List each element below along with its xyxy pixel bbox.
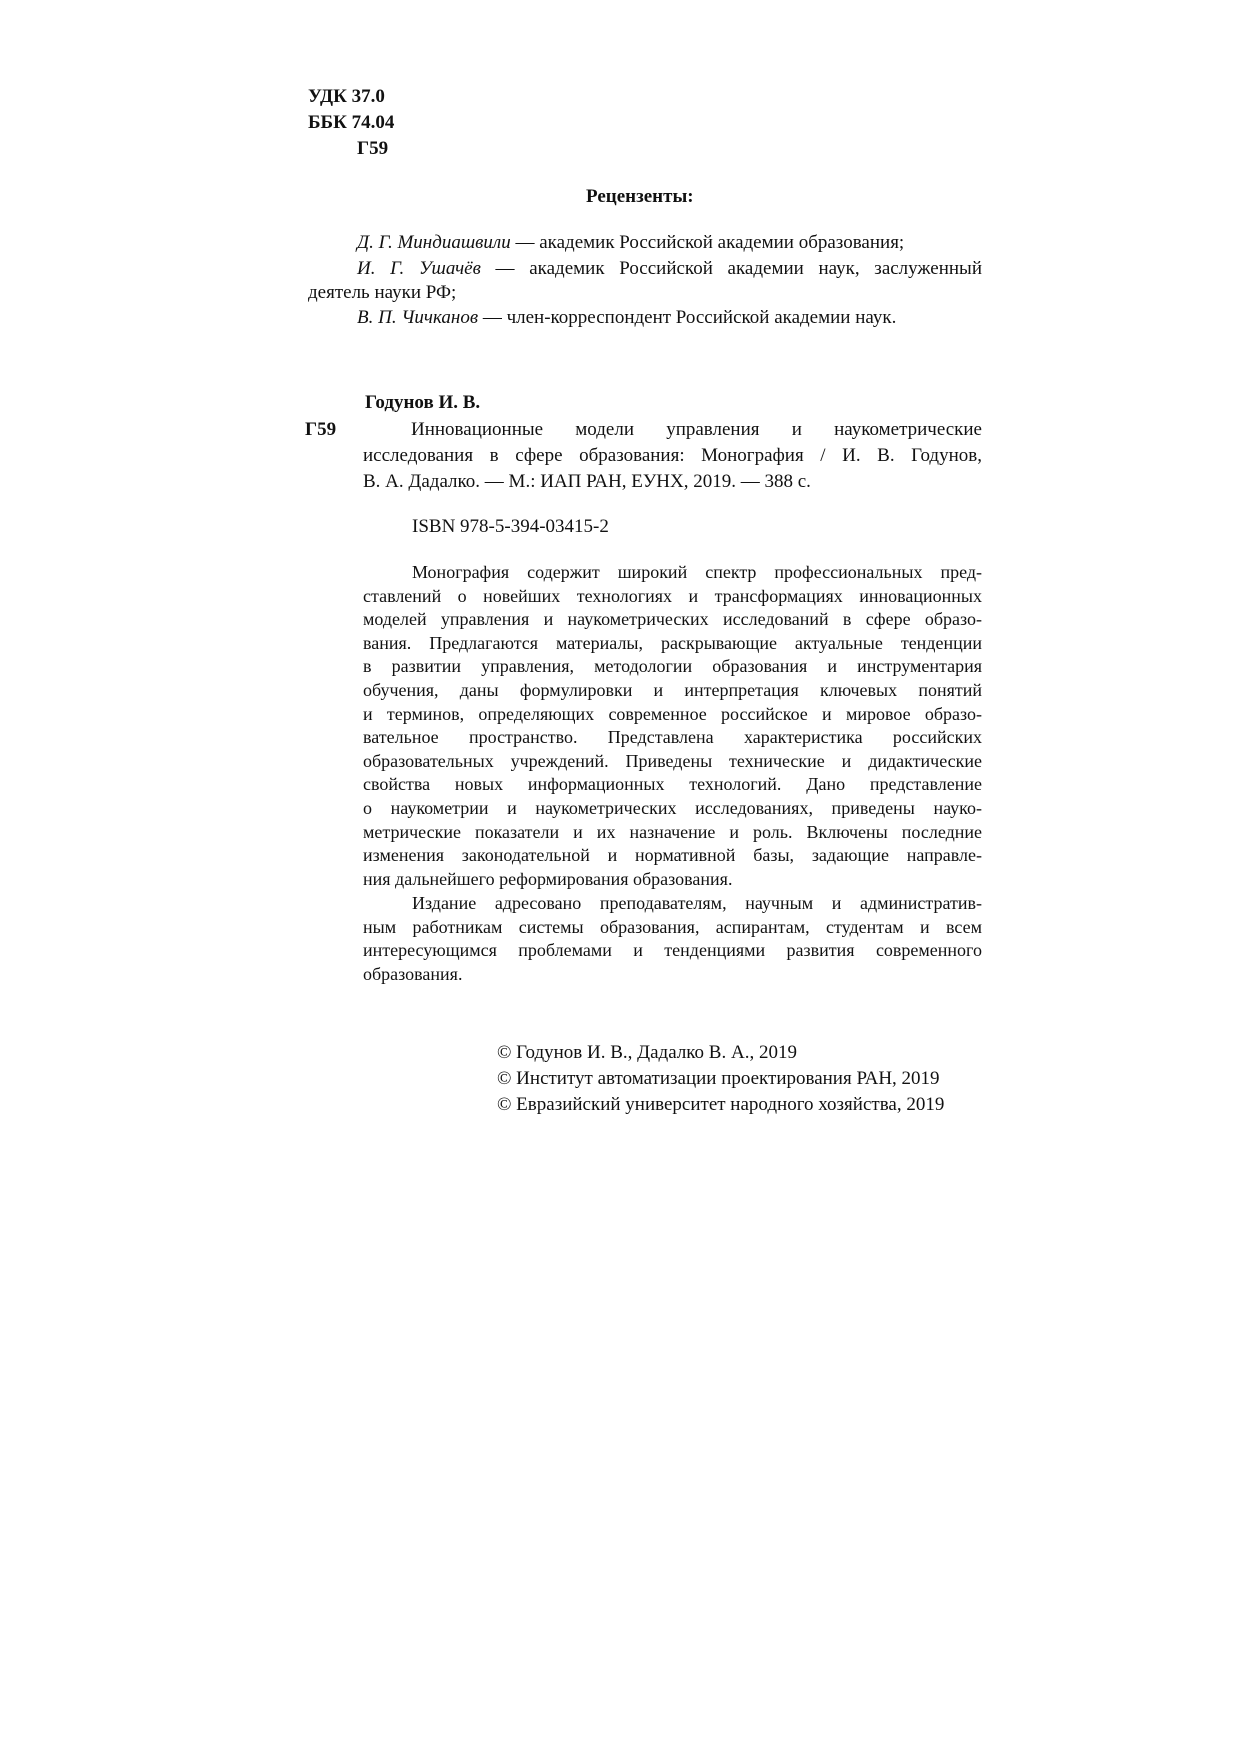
reviewer-2-continuation: деятель науки РФ; xyxy=(308,282,457,303)
annotation-line: вательное пространство. Представлена характеристика российских xyxy=(363,727,982,748)
annotation-line: о наукометрии и наукометрических исследованиях, приведены науко- xyxy=(363,797,982,818)
annotation-line: метрические показатели и их назначение и роль. Включены последние xyxy=(363,821,982,842)
annotation-line: ния дальнейшего реформирования образования. xyxy=(363,868,733,889)
copyright-line-2: © Институт автоматизации проектирования РАН, 2019 xyxy=(497,1068,940,1089)
reviewer-1-dash: — xyxy=(510,232,540,253)
annotation-line: интересующимся проблемами и тенденциями развития современного xyxy=(363,940,982,961)
udk-code: УДК 37.0 xyxy=(308,86,385,107)
record-author-sign: Г59 xyxy=(305,419,337,440)
annotation-line: моделей управления и наукометрических исследований в сфере образо- xyxy=(363,609,982,630)
reviewers-heading: Рецензенты: xyxy=(586,186,694,207)
annotation-line: Монография содержит широкий спектр профессиональных пред- xyxy=(412,562,982,582)
annotation-paragraph-1 xyxy=(363,561,982,891)
annotation-line: Издание адресовано преподавателям, научным и административ- xyxy=(412,893,982,913)
reviewer-3-dash: — xyxy=(478,307,507,328)
record-author: Годунов И. В. xyxy=(365,392,481,413)
copyright-block xyxy=(497,1040,944,1118)
copyright-line-1: © Годунов И. В., Дадалко В. А., 2019 xyxy=(497,1042,797,1063)
annotation-line: образовательных учреждений. Приведены технические и дидактические xyxy=(363,750,982,771)
reviewer-2 xyxy=(357,256,982,282)
bib-line-1: Инновационные модели управления и наукометрические xyxy=(411,419,982,440)
reviewer-1 xyxy=(357,230,904,256)
reviewer-2-dash: — xyxy=(480,258,530,279)
reviewer-3-desc: член-корреспондент Российской академии наук. xyxy=(506,307,897,328)
annotation-line: изменения законодательной и нормативной базы, задающие направле- xyxy=(363,845,982,866)
annotation-line: и терминов, определяющих современное российское и мировое образо- xyxy=(363,703,982,724)
reviewer-2-name: И. Г. Ушачёв xyxy=(357,258,481,279)
annotation-line: обучения, даны формулировки и интерпретация ключевых понятий xyxy=(363,679,982,700)
annotation-paragraph-2 xyxy=(363,892,982,986)
reviewer-3-name: В. П. Чичканов xyxy=(357,307,479,328)
reviewer-3 xyxy=(357,305,896,331)
bib-line-3: В. А. Дадалко. — М.: ИАП РАН, ЕУНХ, 2019. — 388 с. xyxy=(363,471,811,492)
bib-line-2: исследования в сфере образования: Монография / И. В. Годунов, xyxy=(363,445,982,466)
isbn: ISBN 978-5-394-03415-2 xyxy=(412,516,609,537)
bbk-code: ББК 74.04 xyxy=(308,112,395,133)
reviewer-1-name: Д. Г. Миндиашвили xyxy=(357,232,511,253)
reviewer-2-desc: академик Российской академии наук, заслуженный xyxy=(529,258,982,279)
annotation-line: вания. Предлагаются материалы, раскрывающие актуальные тенденции xyxy=(363,632,982,653)
reviewer-1-desc: академик Российской академии образования; xyxy=(539,232,905,253)
annotation-line: ставлений о новейших технологиях и трансформациях инновационных xyxy=(363,585,982,606)
copyright-line-3: © Евразийский университет народного хозяйства, 2019 xyxy=(497,1094,945,1115)
bibliographic-description xyxy=(363,417,982,495)
annotation-line: ным работникам системы образования, аспирантам, студентам и всем xyxy=(363,916,982,937)
annotation-line: в развитии управления, методологии образования и инструментария xyxy=(363,656,982,677)
author-sign-header: Г59 xyxy=(357,138,389,159)
annotation-line: образования. xyxy=(363,963,463,984)
annotation-line: свойства новых информационных технологий. Дано представление xyxy=(363,774,982,795)
